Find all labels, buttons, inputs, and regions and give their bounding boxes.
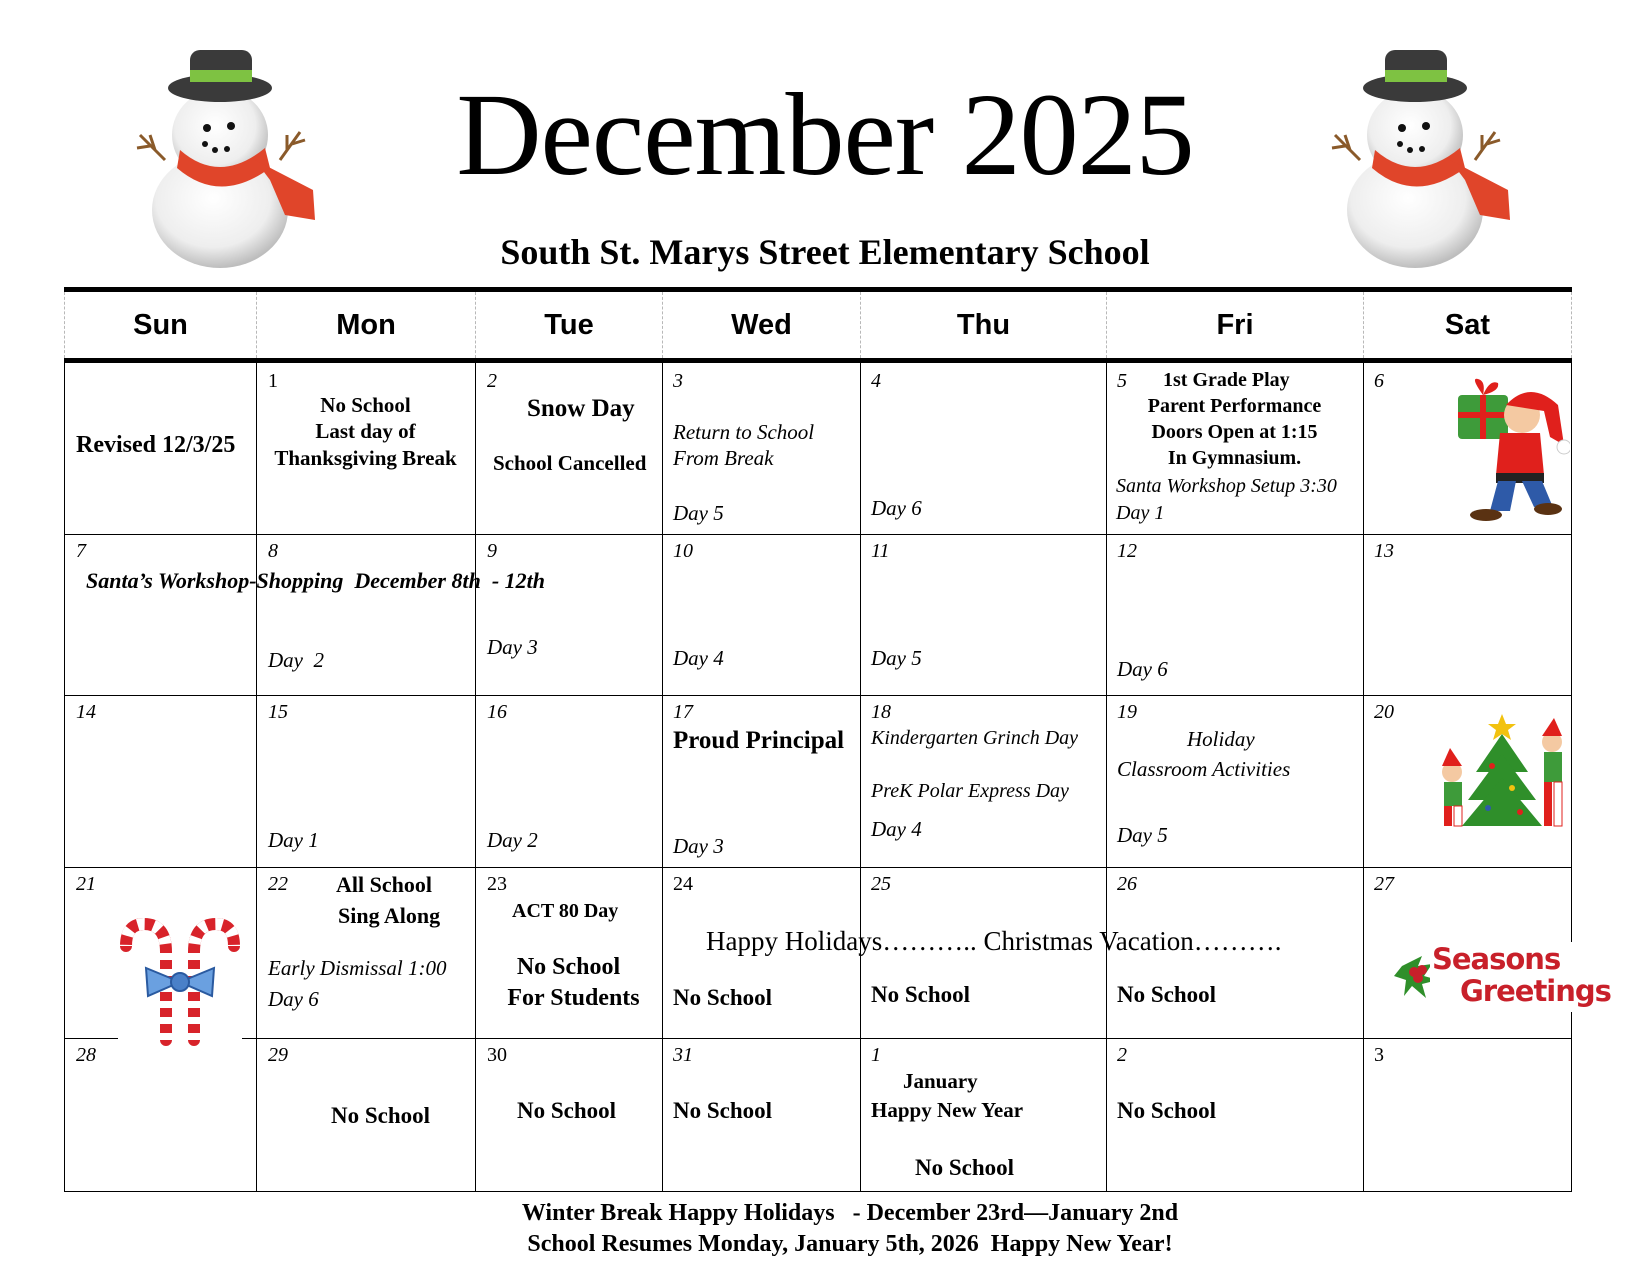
event-text: PreK Polar Express Day	[871, 780, 1069, 802]
no-school-label: No School	[915, 1155, 1015, 1180]
event-text: Happy New Year	[871, 1098, 1024, 1122]
event-title: Snow Day	[527, 395, 635, 422]
no-school-label: No School	[871, 982, 971, 1007]
day-number: 21	[76, 873, 96, 895]
event-text: Return to School	[673, 420, 815, 444]
no-school-label: No School	[673, 985, 773, 1010]
day-number: 2	[487, 370, 497, 392]
event-text: Holiday	[1187, 727, 1255, 751]
rotation-day: Day 2	[268, 648, 324, 672]
grid-line	[1571, 363, 1572, 1192]
weekday-fri: Fri	[1106, 292, 1363, 358]
grid-line	[64, 867, 1572, 868]
day-number: 14	[76, 701, 96, 723]
day-number: 9	[487, 540, 497, 562]
santa-gift-icon	[1440, 375, 1570, 525]
rotation-day: Day 1	[268, 828, 319, 852]
event-text: Early Dismissal 1:00	[268, 956, 447, 980]
snowman-icon	[1330, 40, 1530, 270]
event-text: Santa Workshop Setup 3:30	[1116, 475, 1337, 497]
event-text: Doors Open at 1:15	[1151, 421, 1318, 443]
grid-line	[64, 1191, 1572, 1192]
rotation-day: Day 6	[268, 987, 319, 1011]
seasons-greetings	[1430, 942, 1611, 1012]
rotation-day: Day 5	[1117, 823, 1168, 847]
event-text: January	[903, 1069, 978, 1093]
event-text: School Cancelled	[493, 451, 647, 475]
day-number: 1	[871, 1044, 881, 1066]
no-school-label: No School	[1117, 1098, 1217, 1123]
grid-line	[64, 534, 1572, 535]
day-number: 19	[1117, 701, 1137, 723]
snowman-icon	[135, 40, 335, 270]
footer-winter-break: Winter Break Happy Holidays - December 23rd—January 2nd	[521, 1200, 1179, 1226]
day-number: 29	[268, 1044, 288, 1066]
event-text: Parent Performance	[1147, 395, 1322, 417]
rotation-day: Day 5	[673, 501, 724, 525]
weekday-thu: Thu	[860, 292, 1106, 358]
rotation-day: Day 6	[871, 496, 922, 520]
event-text: Classroom Activities	[1117, 757, 1291, 781]
event-text: In Gymnasium.	[1167, 447, 1302, 469]
day-number: 4	[871, 370, 881, 392]
day-number: 27	[1374, 873, 1394, 895]
event-text: 1st Grade Play	[1163, 369, 1290, 391]
day-number: 26	[1117, 873, 1137, 895]
no-school-label: No School	[673, 1098, 773, 1123]
day-number: 13	[1374, 540, 1394, 562]
seasons-greetings-line: Greetings	[1460, 974, 1611, 1008]
day-number: 15	[268, 701, 288, 723]
rotation-day: Day 3	[487, 635, 538, 659]
day-number: 31	[673, 1044, 693, 1066]
no-school-label: No School	[1117, 982, 1217, 1007]
grid-line	[64, 695, 1572, 696]
grid-line	[64, 363, 65, 1192]
grid-line	[662, 363, 663, 1192]
day-number: 1	[268, 370, 278, 392]
holiday-banner: Happy Holidays……….. Christmas Vacation……….	[706, 926, 1282, 956]
footer-resume: School Resumes Monday, January 5th, 2026 Happy New Year!	[527, 1231, 1173, 1257]
rotation-day: Day 5	[871, 646, 922, 670]
day-number: 2	[1117, 1044, 1127, 1066]
day-number: 22	[268, 873, 288, 895]
day-number: 11	[871, 540, 890, 562]
weekday-wed: Wed	[662, 292, 860, 358]
day-number: 25	[871, 873, 891, 895]
grid-line	[256, 363, 257, 1192]
grid-line	[860, 363, 861, 1192]
event-title: ACT 80 Day	[512, 900, 619, 922]
candy-canes-icon	[118, 912, 242, 1052]
grid-line	[1363, 363, 1364, 1192]
weekday-header	[64, 292, 1572, 358]
day-number: 8	[268, 540, 278, 562]
day-number: 3	[673, 370, 683, 392]
day-number: 18	[871, 701, 891, 723]
weekday-tue: Tue	[475, 292, 662, 358]
rotation-day: Day 3	[673, 834, 724, 858]
no-school-label: No School	[517, 1098, 617, 1123]
event-text: Kindergarten Grinch Day	[871, 727, 1079, 749]
event-text: Last day of	[315, 419, 416, 443]
weekday-mon: Mon	[256, 292, 475, 358]
day-number: 23	[487, 873, 507, 895]
day-number: 30	[487, 1044, 507, 1066]
event-text: From Break	[673, 446, 774, 470]
event-text: For Students	[507, 985, 640, 1011]
rotation-day: Day 4	[871, 817, 922, 841]
elves-tree-icon	[1436, 708, 1568, 836]
event-title: Proud Principal	[673, 727, 845, 754]
grid-line	[475, 363, 476, 1192]
day-number: 10	[673, 540, 693, 562]
day-number: 16	[487, 701, 507, 723]
rotation-day: Day 4	[673, 646, 724, 670]
school-name: South St. Marys Street Elementary School	[500, 232, 1150, 272]
grid-line	[64, 1038, 1572, 1039]
event-text: Sing Along	[338, 903, 441, 928]
day-number: 7	[76, 540, 86, 562]
rotation-day: Day 1	[1116, 502, 1165, 524]
day-number: 3	[1374, 1044, 1384, 1066]
day-number: 6	[1374, 370, 1384, 392]
grid-line	[1106, 363, 1107, 1192]
no-school-label: No School	[331, 1103, 431, 1128]
weekday-sun: Sun	[64, 292, 256, 358]
weekday-sat: Sat	[1363, 292, 1572, 358]
workshop-banner: Santa’s Workshop-Shopping December 8th - 12th	[86, 568, 546, 593]
event-text: Thanksgiving Break	[274, 446, 457, 470]
event-text: No School	[320, 393, 411, 417]
day-number: 5	[1117, 370, 1127, 392]
rotation-day: Day 2	[487, 828, 538, 852]
event-text: No School	[516, 954, 621, 980]
event-text: All School	[336, 872, 432, 897]
calendar-header-rule	[64, 358, 1572, 363]
day-number: 24	[673, 873, 693, 895]
day-number: 17	[673, 701, 693, 723]
revised-note: Revised 12/3/25	[76, 432, 236, 458]
day-number: 12	[1117, 540, 1137, 562]
day-number: 28	[76, 1044, 96, 1066]
day-number: 20	[1374, 701, 1394, 723]
page-title: December 2025	[456, 69, 1194, 200]
seasons-greetings-line: Seasons	[1432, 942, 1561, 976]
rotation-day: Day 6	[1117, 657, 1168, 681]
